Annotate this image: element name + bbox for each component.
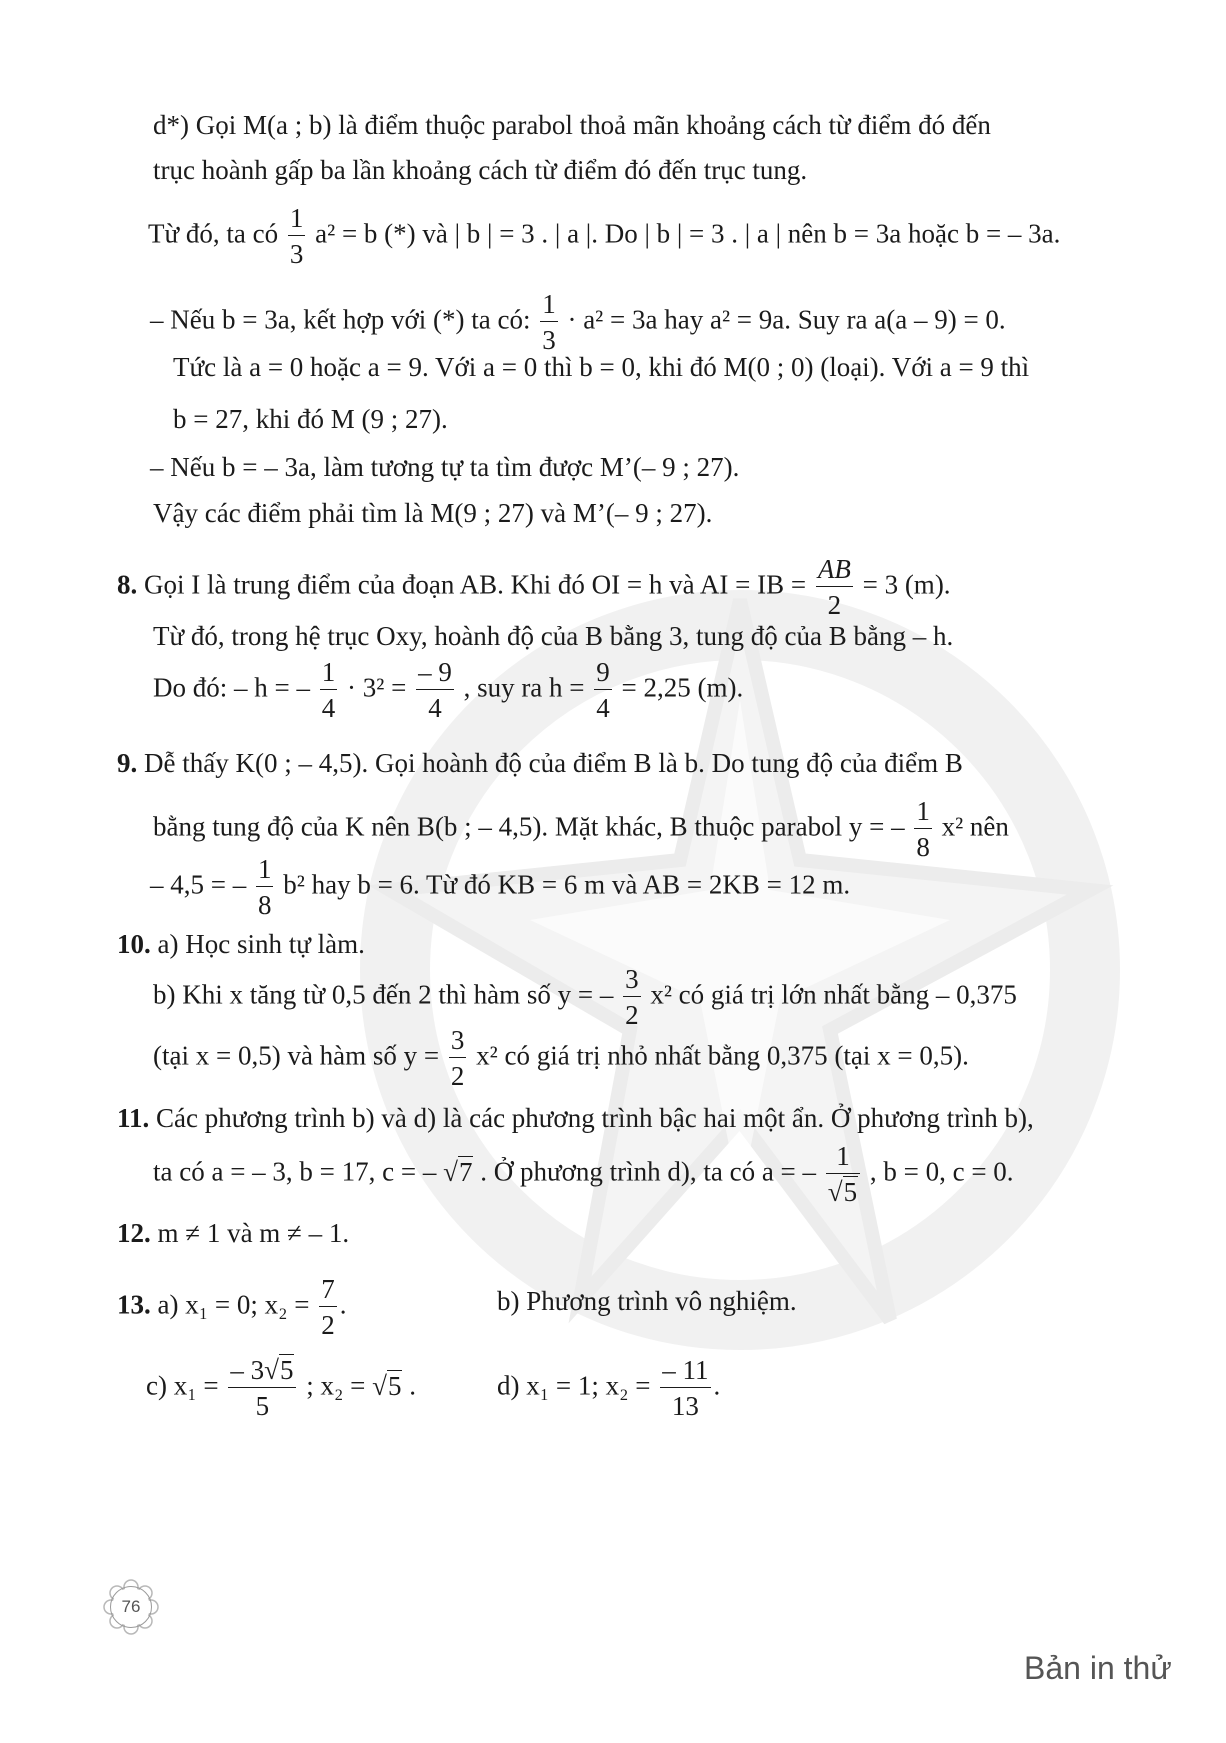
text: · 3² = — [346, 672, 407, 703]
text: bằng tung độ của K nên B(b ; – 4,5). Mặt khác, B thuộc parabol y = – — [153, 811, 905, 842]
text: = 3 (m). — [862, 569, 951, 600]
sqrt-5: √5 — [372, 1370, 402, 1401]
sqrt-7: √7 — [443, 1156, 473, 1187]
text: x² có giá trị lớn nhất bằng – 0,375 — [650, 979, 1017, 1010]
exercise-10-part-b-line-1 — [153, 965, 1017, 1030]
exercise-13-part-b: b) Phương trình vô nghiệm. — [497, 1286, 797, 1316]
text: – Nếu b = 3a, kết hợp với (*) ta có: — [150, 304, 531, 335]
exercise-number: 13. — [117, 1289, 151, 1320]
exercise-10-part-a — [117, 931, 365, 958]
text: = 2,25 (m). — [621, 672, 744, 703]
exercise-number: 8. — [117, 569, 138, 600]
exercise-10-part-b-line-2 — [153, 1026, 969, 1091]
text: c) x₁ = — [146, 1370, 219, 1401]
text: b² hay b = 6. Từ đó KB = 6 m và AB = 2KB = 12 m. — [283, 869, 851, 900]
text: m ≠ 1 và m ≠ – 1. — [157, 1218, 350, 1248]
d-part-conclusion: Vậy các điểm phải tìm là M(9 ; 27) và M’(– 9 ; 27). — [153, 498, 713, 528]
print-proof-stamp: Bản in thử — [1024, 1650, 1172, 1686]
page-number: 76 — [110, 1586, 152, 1628]
fraction-minus9-over-4: $\frac{- 9}{4}$ — [418, 657, 452, 724]
exercise-9-line-3 — [150, 855, 850, 920]
text: x² nên — [941, 811, 1009, 842]
text: b) Khi x tăng từ 0,5 đến 2 thì hàm số y = – — [153, 979, 614, 1010]
exercise-8-line-1 — [117, 555, 951, 620]
text: (tại x = 0,5) và hàm số y = — [153, 1040, 440, 1071]
fraction-minus3sqrt5-over-5: $\frac{- 3√5}{5}$ — [228, 1356, 296, 1421]
text: a) Học sinh tự làm. — [157, 929, 365, 959]
text: a) x₁ = 0; x₂ = — [157, 1289, 310, 1320]
exercise-number: 11. — [117, 1103, 150, 1133]
exercise-number: 12. — [117, 1218, 151, 1248]
text: Dễ thấy K(0 ; – 4,5). Gọi hoành độ của điểm B là b. Do tung độ của điểm B — [144, 748, 963, 778]
exercise-number: 9. — [117, 748, 138, 778]
exercise-12 — [117, 1220, 349, 1247]
text: d) x₁ = 1; x₂ = — [497, 1370, 651, 1401]
fraction-7-over-2: $\frac{7}{2}$ — [321, 1274, 335, 1341]
d-part-line-3 — [148, 204, 1060, 269]
fraction-1-over-sqrt5: $\frac{1}{√5}$ — [826, 1142, 860, 1207]
text: x² có giá trị nhỏ nhất bằng 0,375 (tại x = 0,5). — [476, 1040, 969, 1071]
d-part-line-1: d*) Gọi M(a ; b) là điểm thuộc parabol thoả mãn khoảng cách từ điểm đó đến — [153, 110, 991, 140]
text: ta có a = – 3, b = 17, c = – — [153, 1156, 437, 1187]
fraction-one-quarter: $\frac{1}{4}$ — [321, 657, 336, 724]
text: Do đó: – h = – — [153, 672, 310, 703]
exercise-11-line-2 — [153, 1142, 1014, 1207]
text: , suy ra h = — [463, 672, 585, 703]
d-part-line-6: b = 27, khi đó M (9 ; 27). — [173, 404, 448, 434]
fraction-ab-over-2: $\frac{AB}{2}$ — [817, 554, 851, 621]
fraction-3-over-2: $\frac{3}{2}$ — [450, 1025, 465, 1092]
text: ; x₂ = — [306, 1370, 366, 1401]
d-part-line-7: – Nếu b = – 3a, làm tương tự ta tìm được M’(– 9 ; 27). — [150, 452, 740, 482]
exercise-number: 10. — [117, 929, 151, 959]
text: a² = b (*) và | b | = 3 . | a |. Do | b | = 3 . | a | nên b = 3a hoặc b = – 3a. — [315, 218, 1061, 249]
fraction-9-over-4: $\frac{9}{4}$ — [596, 657, 610, 724]
d-part-line-5: Tức là a = 0 hoặc a = 9. Với a = 0 thì b = 0, khi đó M(0 ; 0) (loại). Với a = 9 thì — [173, 352, 1030, 382]
text: . Ở phương trình d), ta có a = – — [480, 1156, 817, 1187]
exercise-13-part-a: 13. a) x₁ = 0; x₂ = $\frac{7}{2}$ . — [117, 1274, 347, 1341]
fraction-minus11-over-13: $\frac{- 11}{13}$ — [662, 1355, 709, 1422]
text: Gọi I là trung điểm của đoạn AB. Khi đó OI = h và AI = IB = — [144, 569, 807, 600]
exercise-8-line-3 — [153, 658, 743, 723]
text: · a² = 3a hay a² = 9a. Suy ra a(a – 9) = 0. — [567, 304, 1006, 335]
text: – 4,5 = – — [150, 869, 247, 900]
exercise-13-part-d: d) x₁ = 1; x₂ = $\frac{- 11}{13}$ . — [497, 1355, 721, 1422]
exercise-11-line-1 — [117, 1105, 1034, 1132]
exercise-13-part-c: c) x₁ = $\frac{- 3√5}{5}$ ; x₂ = √5 . — [146, 1355, 416, 1422]
text: Từ đó, ta có — [148, 218, 279, 249]
exercise-9-line-2 — [153, 797, 1009, 862]
text: , b = 0, c = 0. — [869, 1156, 1014, 1187]
fraction-one-eighth: $\frac{1}{8}$ — [257, 854, 272, 921]
fraction-one-third: $\frac{1}{3}$ — [542, 289, 556, 356]
text: Các phương trình b) và d) là các phương trình bậc hai một ẩn. Ở phương trình b), — [156, 1103, 1034, 1133]
exercise-9-line-1 — [117, 750, 963, 777]
d-part-line-4 — [150, 290, 1006, 355]
fraction-one-eighth: $\frac{1}{8}$ — [916, 796, 930, 863]
fraction-3-over-2: $\frac{3}{2}$ — [625, 964, 639, 1031]
fraction-one-third: $\frac{1}{3}$ — [289, 203, 304, 270]
d-part-line-2: trục hoành gấp ba lần khoảng cách từ điểm đó đến trục tung. — [153, 155, 808, 185]
exercise-8-line-2: Từ đó, trong hệ trục Oxy, hoành độ của B bằng 3, tung độ của B bằng – h. — [153, 621, 954, 651]
